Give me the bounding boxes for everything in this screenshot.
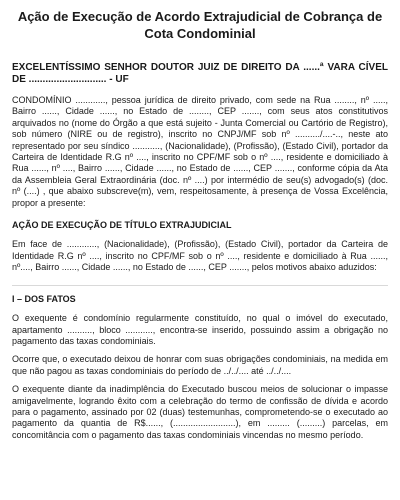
facts-paragraph-2: Ocorre que, o executado deixou de honrar com suas obrigações condominiais, na medida em que não pagou as taxas condominiais do período de ../../.... até ../../.... — [12, 354, 388, 376]
addressee: EXCELENTÍSSIMO SENHOR DOUTOR JUIZ DE DIREITO DA ......ª VARA CÍVEL DE ............................ - UF — [12, 62, 388, 85]
document-title: Ação de Execução de Acordo Extrajudicial de Cobrança de Cota Condominial — [17, 9, 383, 41]
section-divider — [12, 285, 388, 286]
action-heading: AÇÃO DE EXECUÇÃO DE TÍTULO EXTRAJUDICIAL — [12, 220, 232, 231]
facts-paragraph-1: O exequente é condomínio regularmente constituído, no qual o imóvel do executado, apartamento .........., bloco ..........., encontra-se inserido, possuindo assim a obrigação no pagamento das taxas condominiais. — [12, 313, 388, 346]
intro-paragraph: CONDOMÍNIO ............, pessoa jurídica de direito privado, com sede na Rua ........, nº ....., Bairro ......, Cidade ......, no Estado de ........, CEP ......., com seus atos constitutivos arquivados no (nome do Órgão a que está sujeito - Junta Comercial ou Cartório de Registro), sob número (NIRE ou de registro), inscrito no CNPJ/MF sob nº ........../....-.., neste ato representado por seu síndico ..........., (Nacionalidade), (Profissão), (Estado Civil), portador da Carteira de Identidade R.G nº ...., inscrito no CPF/MF sob o nº ...., residente e domiciliado à Rua ......, nº ...., Bairro ......, Cidade ......, no Estado de ......, CEP ......., conforme cópia da Ata da Assembleia Geral Extraordinária (doc. nº ....) por intermédio de seu(s) advogado(s) (doc. nº (....) , que abaixo subscreve(m), vem, respeitosamente, à presença de Vossa Excelência, propor a presente: — [12, 95, 388, 208]
section-heading-facts: I – DOS FATOS — [12, 293, 76, 304]
facts-paragraph-3: O exequente diante da inadimplência do Executado buscou meios de solucionar o impasse amigavelmente, logrando êxito com a celebração do termo de confissão de dívida e acordo para o pagamento, assinado por 02 (duas) testemunhas, comprometendo-se o executado ao pagamento da quantia de R$......, (.........................), em ......... (.........) parcelas, em concomitância com o pagamento das taxas condominiais vincendas no mesmo período. — [12, 384, 388, 440]
defendant-paragraph: Em face de ............, (Nacionalidade), (Profissão), (Estado Civil), portador da Carteira de Identidade R.G nº ...., inscrito no CPF/MF sob o nº ...., residente e domiciliado à Rua ......, nº...., Bairro ......, Cidade ......, no Estado de ......, CEP ......., pelos motivos abaixo aduzidos: — [12, 239, 388, 273]
